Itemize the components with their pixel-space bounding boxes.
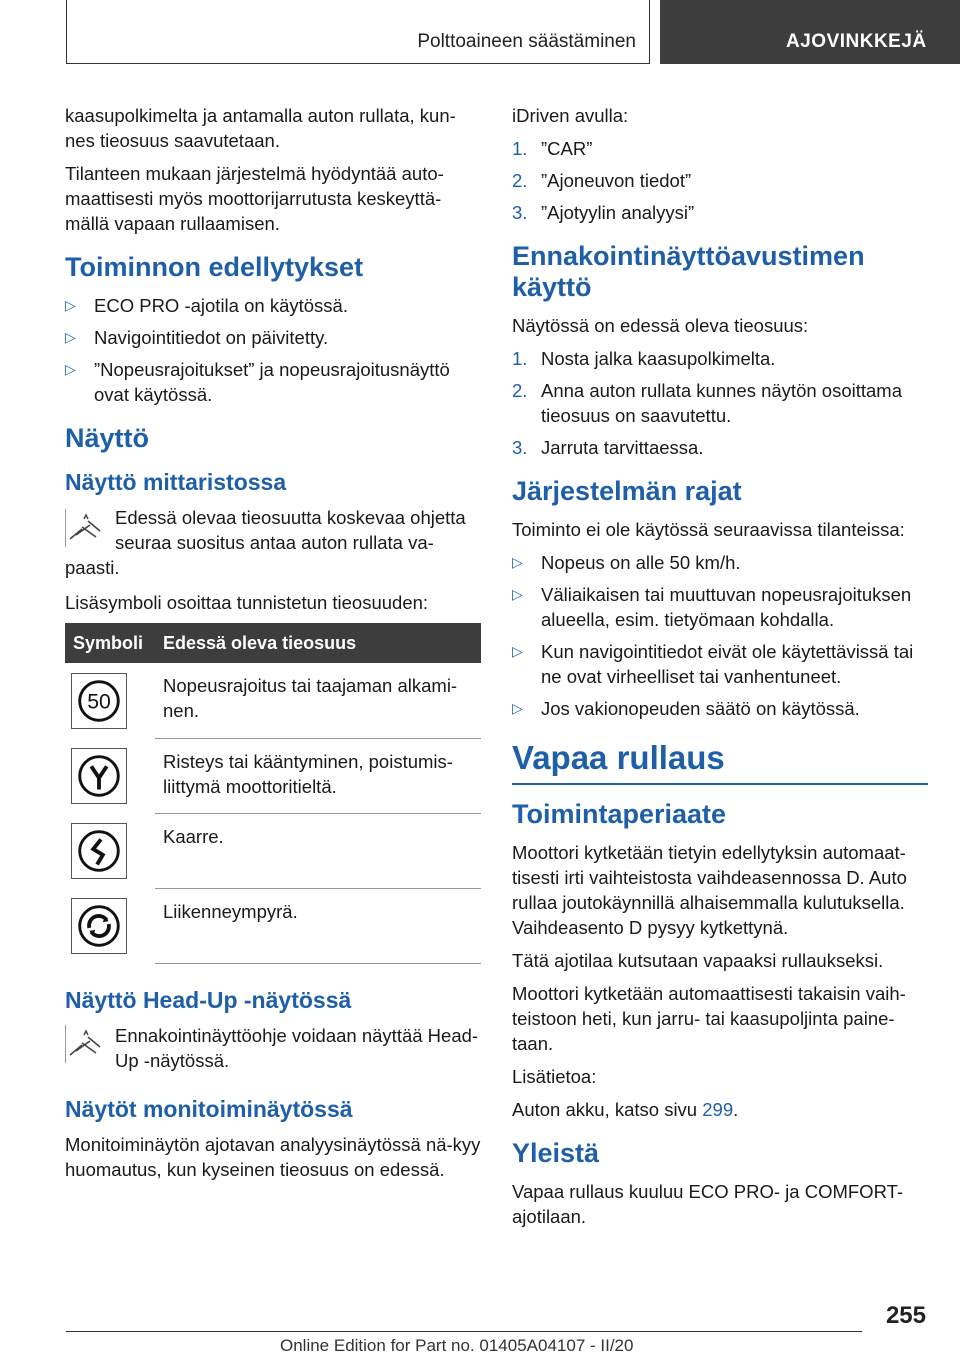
- triangle-bullet-icon: ▷: [512, 643, 523, 659]
- heading-prerequisites: Toiminnon edellytykset: [65, 252, 364, 282]
- triangle-bullet-icon: ▷: [512, 700, 523, 716]
- chapter-label: AJOVINKKEJÄ: [786, 31, 927, 52]
- header-section-title: Polttoaineen säästäminen: [417, 31, 636, 52]
- list-item: ▷ Väliaikaisen tai muuttuvan nopeusrajoituksen alueella, esim. tietyömaan kohdalla.: [512, 584, 912, 630]
- paragraph: Näytössä on edessä oleva tieosuus:: [512, 315, 809, 336]
- list-item: ▷ ECO PRO -ajotila on käytössä.: [65, 295, 348, 316]
- paragraph: iDriven avulla:: [512, 105, 629, 126]
- idrive-steps: [512, 136, 928, 225]
- headup-note: Ennakointinäyttöohje voidaan näyttää Head-Up -näytössä.: [65, 1023, 481, 1073]
- curve-icon: [71, 823, 127, 879]
- road-note-icon: [65, 509, 103, 547]
- symbol-table: [65, 623, 481, 964]
- roundabout-icon: [71, 898, 127, 954]
- heading-general: Yleistä: [512, 1138, 600, 1168]
- fork-junction-icon: [71, 748, 127, 804]
- triangle-bullet-icon: ▷: [512, 554, 523, 570]
- table-header-symbol: Symboli: [65, 623, 155, 663]
- paragraph: kaasupolkimelta ja antamalla auton rullata, kun-nes tieosuus saavutetaan.: [65, 105, 456, 151]
- paragraph: Tätä ajotilaa kutsutaan vapaaksi rullaukseksi.: [512, 950, 884, 971]
- footer-divider: [66, 1331, 862, 1332]
- list-item: ▷ ”Nopeusrajoitukset” ja nopeusrajoitusnäyttö ovat käytössä.: [65, 359, 450, 405]
- list-item: ▷ Nopeus on alle 50 km/h.: [512, 552, 741, 573]
- table-cell: Liikenneympyrä.: [155, 888, 481, 963]
- prerequisites-list: [65, 293, 481, 407]
- header-chapter-tab[interactable]: [660, 0, 960, 64]
- triangle-bullet-icon: ▷: [512, 586, 523, 602]
- road-note-icon: [65, 1025, 103, 1063]
- paragraph: Moottori kytketään tietyin edellytyksin automaat-tisesti irti vaihteistosta vaihdeasennossa D. Auto rullaa joutokäynnillä alhaisemmalla kulutuksella. Vaihdeasento D pysyy kytkettynä.: [512, 842, 907, 938]
- list-item: 1. Nosta jalka kaasupolkimelta.: [512, 348, 776, 369]
- table-row: [65, 888, 481, 963]
- page-link[interactable]: 299: [702, 1099, 734, 1120]
- paragraph: Lisäsymboli osoittaa tunnistetun tieosuuden:: [65, 592, 429, 613]
- cluster-note: Edessä olevaa tieosuutta koskevaa ohjetta seuraa suositus antaa auton rullata va-paasti.: [65, 507, 466, 578]
- paragraph: Toiminto ei ole käytössä seuraavissa tilanteissa:: [512, 519, 905, 540]
- list-item: ▷ Jos vakionopeuden säätö on käytössä.: [512, 698, 860, 719]
- heading-principle: Toimintaperiaate: [512, 799, 727, 829]
- list-item: ▷ Kun navigointitiedot eivät ole käytettävissä tai ne ovat virheelliset tai vanhentuneet.: [512, 641, 914, 687]
- triangle-bullet-icon: ▷: [65, 329, 76, 345]
- heading-assistant-usage: Ennakointinäyttöavustimen käyttö: [512, 241, 865, 302]
- svg-text:50: 50: [87, 690, 111, 714]
- list-item: 3. Jarruta tarvittaessa.: [512, 437, 704, 458]
- footer-edition: Online Edition for Part no. 01405A04107 - II/20: [280, 1336, 634, 1355]
- heading-headup: Näyttö Head-Up -näytössä: [65, 986, 352, 1013]
- table-row: [65, 663, 481, 738]
- speed-limit-icon: [71, 673, 127, 729]
- triangle-bullet-icon: ▷: [65, 361, 76, 377]
- list-item: 1. ”CAR”: [512, 138, 593, 159]
- paragraph: Vapaa rullaus kuuluu ECO PRO- ja COMFORT-ajotilaan.: [512, 1181, 904, 1227]
- heading-coasting: Vapaa rullaus: [512, 739, 928, 785]
- paragraph: Monitoiminäytön ajotavan analyysinäytössä nä-kyy huomautus, kun kyseinen tieosuus on edessä.: [65, 1133, 481, 1180]
- table-header-section: Edessä oleva tieosuus: [155, 623, 481, 663]
- limits-list: [512, 550, 928, 721]
- paragraph: Moottori kytketään automaattisesti takaisin vaih-teistoon heti, kun jarru- tai kaasupoljinta paine-taan.: [512, 983, 906, 1054]
- paragraph: Tilanteen mukaan järjestelmä hyödyntää auto-maattisesti myös moottorijarrutusta keskeyttä-mällä vapaan rullaamisen.: [65, 163, 444, 234]
- usage-steps: [512, 346, 928, 460]
- heading-cluster-display: Näyttö mittaristossa: [65, 469, 287, 495]
- table-row: [65, 738, 481, 813]
- heading-multifunction-display: Näytöt monitoiminäytössä: [65, 1095, 353, 1122]
- table-cell: Risteys tai kääntyminen, poistumis-liittymä moottoritieltä.: [155, 738, 481, 813]
- left-column: [65, 103, 481, 1190]
- table-cell: Kaarre.: [155, 813, 481, 888]
- list-item: 3. ”Ajotyylin analyysi”: [512, 202, 695, 223]
- heading-display: Näyttö: [65, 423, 150, 453]
- heading-system-limits: Järjestelmän rajat: [512, 476, 742, 506]
- list-item: 2. ”Ajoneuvon tiedot”: [512, 170, 692, 191]
- right-column: [512, 103, 928, 1237]
- list-item: 2. Anna auton rullata kunnes näytön osoittama tieosuus on saavutettu.: [512, 380, 902, 426]
- page-number: 255: [885, 1302, 926, 1329]
- paragraph: Lisätietoa:: [512, 1066, 597, 1087]
- table-row: [65, 813, 481, 888]
- triangle-bullet-icon: ▷: [65, 297, 76, 313]
- paragraph: Auton akku, katso sivu 299.: [512, 1099, 739, 1120]
- list-item: ▷ Navigointitiedot on päivitetty.: [65, 327, 329, 348]
- table-cell: Nopeusrajoitus tai taajaman alkami-nen.: [155, 663, 481, 738]
